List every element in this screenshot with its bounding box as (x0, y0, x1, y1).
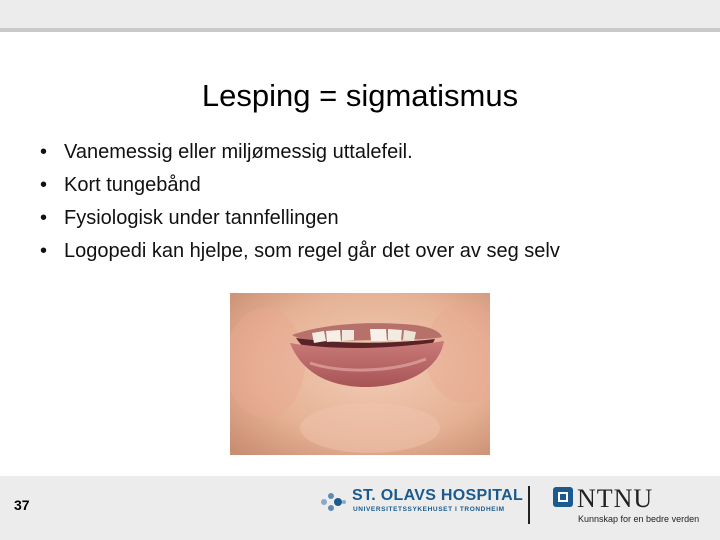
top-divider (0, 28, 720, 32)
ntnu-name: NTNU (577, 484, 654, 513)
bullet-marker: • (40, 174, 48, 196)
child-mouth-photo (230, 293, 490, 455)
ntnu-square-icon (552, 486, 574, 508)
page-number: 37 (14, 497, 30, 513)
bullet-marker: • (40, 141, 48, 163)
child-mouth-illustration (230, 293, 490, 455)
bullet-list (40, 136, 560, 268)
logo-divider (528, 486, 530, 524)
st-olavs-name: ST. OLAVS HOSPITAL (352, 487, 524, 504)
bullet-item (40, 235, 560, 268)
bullet-text: Logopedi kan hjelpe, som regel går det over av seg selv (64, 240, 560, 262)
st-olavs-dots-icon (318, 488, 346, 516)
st-olavs-subtitle: UNIVERSITETSSYKEHUSET I TRONDHEIM (353, 506, 505, 513)
bullet-item (40, 169, 560, 202)
st-olavs-logo (318, 485, 524, 519)
bullet-item (40, 202, 560, 235)
bullet-text: Vanemessig eller miljømessig uttalefeil. (64, 141, 413, 163)
ntnu-logo (552, 484, 712, 528)
slide-title: Lesping = sigmatismus (201, 78, 519, 113)
bullet-text: Fysiologisk under tannfellingen (64, 207, 339, 229)
top-bar (0, 0, 720, 28)
ntnu-tagline: Kunnskap for en bedre verden (578, 514, 700, 524)
bullet-marker: • (40, 207, 48, 229)
bullet-text: Kort tungebånd (64, 174, 201, 196)
bullet-item (40, 136, 560, 169)
bullet-marker: • (40, 240, 48, 262)
